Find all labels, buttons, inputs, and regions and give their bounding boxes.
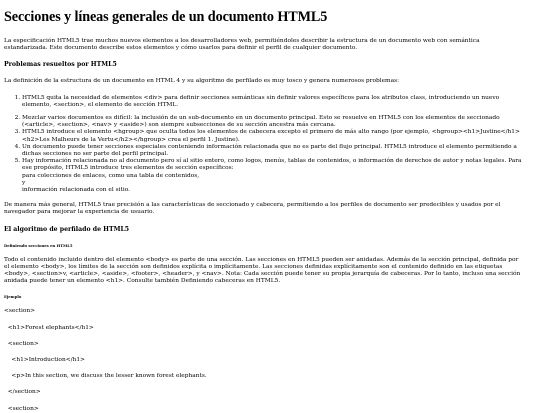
list-item-text: Hay información relacionada no al documento pero sí al sitio entero, como logos, menús, tablas de contenidos, o información de derechos de autor y notas legales. Para ese propósito, HTML5 introduce tres elementos de sección específicos: para colecciones de enlaces, como una tabla de contenidos, y información relacionada con el sitio. — [22, 158, 522, 194]
code-line: </section> — [4, 389, 41, 396]
subheading-defining-sections: Definiendo secciones en HTML5 — [4, 242, 73, 248]
list-item: 4. Un documento puede tener secciones especiales conteniendo información relacionada que no es parte del flujo principal. HTML5 introduce el elemento permitiendo a dichas secciones no ser parte del perfil principal. — [22, 144, 522, 158]
page-title: Secciones y líneas generales de un documento HTML5 — [4, 9, 328, 25]
problems-lead-paragraph: La definición de la estructura de un documento en HTML 4 y su algoritmo de perfilado es muy tosco y genera numerosos problemas: — [4, 78, 400, 85]
list-item — [22, 158, 522, 194]
intro-paragraph: La especificación HTML5 trae muchos nuevos elementos a los desarrolladores web, permitiéndoles describir la estructura de un documento web con semántica estandarizada. Este documento describe estos elementos y cómo usarlos para definir el perfil de cualquier documento. — [4, 38, 480, 52]
code-line: <section> — [4, 340, 39, 347]
list-item: 3. HTML5 introduce el elemento <hgroup> que oculta todos los elementos de cabecera excepto el primero de más alto rango (por ejemplo, <hgroup><h1>Justine</h1><h2>Les Malheurs de la Vertu</h2></hgroup> crea el perfil 1. Justine). — [22, 129, 522, 143]
code-example — [4, 308, 522, 412]
list-item: 2. Mezclar varios documentos es difícil: la inclusión de un sub-documento en un documento principal. Esto se resuelve en HTML5 con los elementos de seccionado (<article>, <section>, <nav> y <aside>) son siempre subsecciones de su sección ancestra más cercana. — [22, 115, 522, 129]
code-line: <h1>Forest elephants</h1> — [4, 324, 94, 331]
section-heading-algorithm: El algoritmo de perfilado de HTML5 — [4, 225, 130, 233]
example-label: Ejemplo — [4, 294, 22, 300]
list-item: 1. HTML5 quita la necesidad de elementos <div> para definir secciones semánticas sin definir valores específicos para los atributos class, introduciendo un nuevo elemento, <section>, el elemento de sección HTML. — [22, 95, 522, 109]
code-line: <section> — [4, 308, 36, 315]
defining-sections-paragraph: Todo el contenido incluido dentro del elemento <body> es parte de una sección. Las secciones en HTML5 pueden ser anidadas. Además de la sección principal, definida por el elemento <body>, los límites de la sección son definidos explícita o implícitamente. Las secciones definidas explícitamente son el contenido definido en las etiquetas <body>, <section>v, <article>, <aside>, <footer>, <header>, y <nav>. Nota: Cada sección puede tener su propia jerarquía de cabeceras. Por lo tanto, incluso una sección anidada puede tener un elemento <h1>. Consulte también Definiendo cabeceras en HTML5. — [4, 256, 521, 285]
code-line: <h1>Introduction</h1> — [4, 357, 85, 364]
code-line: <section> — [4, 405, 39, 412]
problems-closing-paragraph: De manera más general, HTML5 trae precisión a las características de seccionado y cabecera, permitiendo a los perfiles de documento ser predecibles y usados por el navegador para mejorar la experiencia de usuario. — [4, 202, 501, 216]
problems-list — [4, 95, 522, 195]
section-heading-problems: Problemas resueltos por HTML5 — [4, 61, 117, 69]
code-line: <p>In this section, we discuss the lesser known forest elephants. — [4, 373, 207, 380]
